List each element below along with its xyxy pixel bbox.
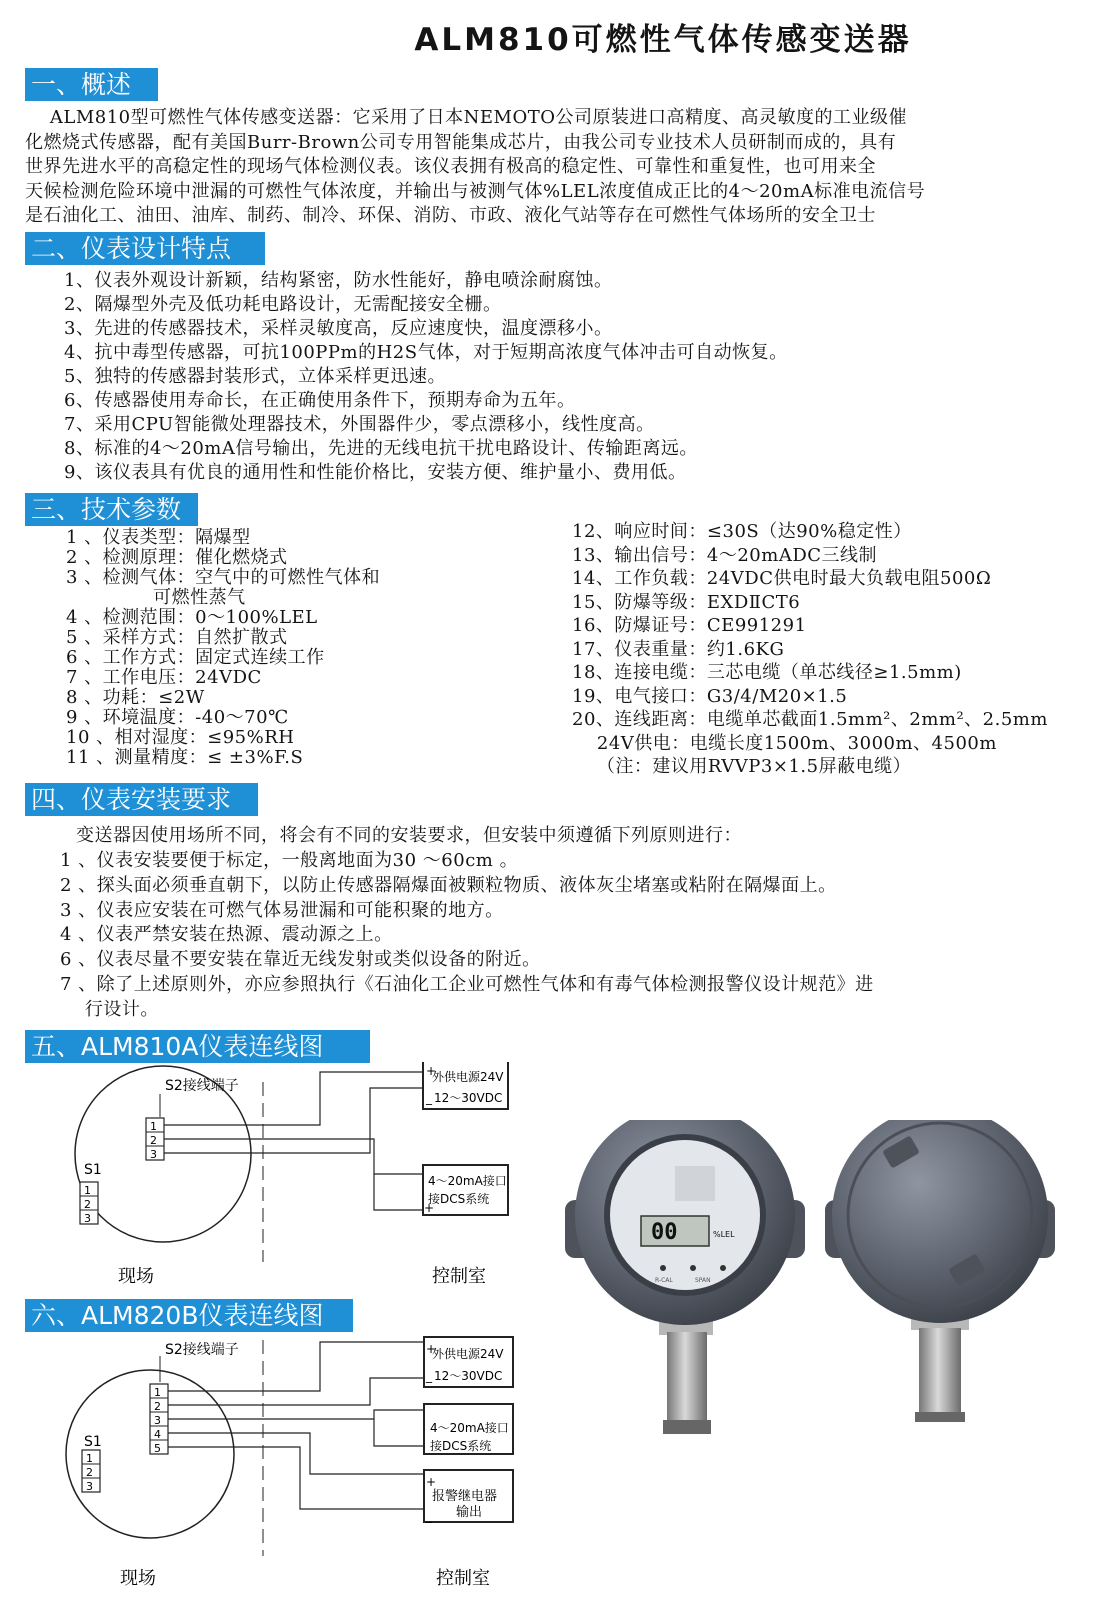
spec-item: 20、连线距离：电缆单芯截面1.5mm²、2mm²、2.5mm (572, 709, 1048, 730)
device-window (607, 1137, 763, 1293)
terminal-label: S2接线端子 (165, 1078, 239, 1094)
svg-text:+: + (426, 1475, 437, 1489)
s1-label: S1 (84, 1434, 102, 1450)
pin-label: 1 (154, 1386, 161, 1399)
signal-label: 接DCS系统 (428, 1192, 490, 1206)
feature-item: 7、采用CPU智能微处理器技术，外围器件少，零点漂移小，线性度高。 (64, 414, 655, 435)
field-label: 现场 (118, 1266, 154, 1287)
spec-item: 9 、环境温度：-40～70℃ (66, 707, 289, 728)
device-back-cover (832, 1120, 1048, 1323)
spec-item: 16、防爆证号：CE991291 (572, 615, 807, 636)
feature-item: 1、仪表外观设计新颖，结构紧密，防水性能好，静电喷涂耐腐蚀。 (64, 270, 613, 291)
pin-label: 3 (150, 1148, 157, 1161)
install-item: 7 、除了上述原则外，亦应参照执行《石油化工企业可燃性气体和有毒气体检测报警仪设计规范》进 (60, 973, 874, 995)
relay-label: 报警继电器 (432, 1489, 498, 1504)
spec-item: （注：建议用RVVP3×1.5屏蔽电缆） (572, 756, 912, 777)
pin-label: 3 (86, 1480, 93, 1493)
overview-text (25, 106, 1105, 229)
pin-label: 2 (154, 1400, 161, 1413)
install-list (60, 849, 1105, 1023)
spec-item: 10 、相对湿度：≤95%RH (66, 727, 295, 748)
feature-item: 3、先进的传感器技术，采样灵敏度高，反应速度快，温度漂移小。 (64, 318, 613, 339)
signal-label: 4～20mA接口 (430, 1421, 509, 1435)
button-label: SPAN (695, 1277, 711, 1284)
spec-item: 7 、工作电压：24VDC (66, 667, 262, 688)
section-header-overview: 一、概述 (25, 68, 158, 101)
install-item: 6 、仪表尽量不要安装在靠近无线发射或类似设备的附近。 (60, 949, 541, 971)
signal-label: 接DCS系统 (430, 1439, 492, 1453)
feature-item: 9、该仪表具有优良的通用性和性能价格比，安装方便、维护量小、费用低。 (64, 462, 687, 483)
spec-item: 4 、检测范围：0～100%LEL (66, 607, 318, 628)
svg-text:+: + (426, 1342, 437, 1356)
feature-item: 4、抗中毒型传感器，可抗100PPm的H2S气体，对于短期高浓度气体冲击可自动恢复。 (64, 342, 788, 363)
overview-line: ALM810型可燃性气体传感变送器：它采用了日本NEMOTO公司原装进口高精度、高灵敏度的工业级催 (25, 107, 907, 128)
feature-item: 5、独特的传感器封装形式，立体采样更迅速。 (64, 366, 446, 387)
pin-label: 2 (86, 1466, 93, 1479)
spec-item: 19、电气接口：G3/4/M20×1.5 (572, 685, 848, 707)
power-label: 外供电源24V (432, 1347, 504, 1361)
install-item: 4 、仪表严禁安装在热源、震动源之上。 (60, 924, 393, 946)
feature-item: 6、传感器使用寿命长，在正确使用条件下，预期寿命为五年。 (64, 390, 576, 411)
specs-left (66, 528, 536, 768)
sensor-probe (919, 1328, 961, 1418)
pin-label: 3 (154, 1414, 161, 1427)
section-header-diagram-b: 六、ALM820B仪表连线图 (25, 1299, 353, 1332)
svg-text:+: + (426, 1064, 437, 1078)
install-intro: 变送器因使用场所不同，将会有不同的安装要求，但安装中须遵循下列原则进行： (76, 825, 742, 846)
section-header-diagram-a: 五、ALM810A仪表连线图 (25, 1030, 370, 1063)
overview-line: 天候检测危险环境中泄漏的可燃性气体浓度，并输出与被测气体%LEL浓度值成正比的4～20mA标准电流信号 (25, 180, 926, 202)
feature-item: 2、隔爆型外壳及低功耗电路设计，无需配接安全栅。 (64, 294, 502, 315)
overview-line: 是石油化工、油田、油库、制药、制冷、环保、消防、市政、液化气站等存在可燃性气体场所的安全卫士 (25, 205, 876, 227)
page-title: ALM810可燃性气体传感变送器 (414, 22, 912, 58)
section-header-install: 四、仪表安装要求 (25, 783, 258, 816)
power-range: 12～30VDC (434, 1369, 503, 1383)
install-item: 3 、仪表应安装在可燃气体易泄漏和可能积聚的地方。 (60, 899, 504, 921)
spec-item: 8 、功耗：≤2W (66, 687, 205, 708)
pin-label: 2 (150, 1134, 157, 1147)
specs-right (572, 520, 1102, 779)
pin-label: 1 (150, 1120, 157, 1133)
control-room-label: 控制室 (436, 1568, 490, 1589)
overview-line: 世界先进水平的高稳定性的现场气体检测仪表。该仪表拥有极高的稳定性、可靠性和重复性，也可用来全 (25, 156, 876, 178)
lcd-unit: %LEL (713, 1230, 735, 1239)
signal-label: 4～20mA接口 (428, 1174, 507, 1188)
spec-item: 2 、检测原理：催化燃烧式 (66, 547, 288, 568)
spec-item: 24V供电：电缆长度1500m、3000m、4500m (572, 732, 997, 754)
feature-item: 8、标准的4～20mA信号输出，先进的无线电抗干扰电路设计、传输距离远。 (64, 438, 698, 459)
pin-label: 4 (154, 1428, 161, 1441)
spec-item: 18、连接电缆：三芯电缆（单芯线径≥1.5mm) (572, 662, 962, 683)
spec-item: 6 、工作方式：固定式连续工作 (66, 647, 325, 668)
device-photo (555, 1120, 1075, 1460)
svg-text:+: + (424, 1201, 435, 1215)
terminal-label: S2接线端子 (165, 1342, 239, 1358)
spec-item: 可燃性蒸气 (66, 587, 246, 608)
pin-label: 5 (154, 1442, 161, 1455)
pin-label: 3 (84, 1212, 91, 1225)
spec-item: 3 、检测气体：空气中的可燃性气体和 (66, 567, 381, 588)
svg-text:_: _ (426, 1509, 432, 1523)
section-header-specs: 三、技术参数 (25, 493, 198, 526)
spec-item: 15、防爆等级：EXDⅡCT6 (572, 591, 801, 613)
install-item: 行设计。 (60, 998, 159, 1020)
section-header-features: 二、仪表设计特点 (25, 232, 265, 265)
svg-text:_: _ (426, 1091, 432, 1105)
control-room-label: 控制室 (432, 1266, 486, 1287)
spec-item: 5 、采样方式：自然扩散式 (66, 627, 288, 648)
relay-label: 输出 (456, 1505, 483, 1520)
spec-item: 13、输出信号：4～20mADC三线制 (572, 544, 878, 566)
wiring-diagram-b (0, 1334, 560, 1598)
install-item: 1 、仪表安装要便于标定，一般离地面为30 ～60cm 。 (60, 850, 519, 871)
spec-item: 1 、仪表类型：隔爆型 (66, 527, 251, 548)
overview-line: 化燃烧式传感器，配有美国Burr-Brown公司专用智能集成芯片，由我公司专业技术人员研制而成的，具有 (25, 131, 897, 153)
install-item: 2 、探头面必须垂直朝下，以防止传感器隔爆面被颗粒物质、液体灰尘堵塞或粘附在隔爆面上。 (60, 874, 837, 896)
s1-label: S1 (84, 1162, 102, 1178)
features-list (64, 269, 1104, 485)
spec-item: 17、仪表重量：约1.6KG (572, 638, 785, 660)
power-range: 12～30VDC (434, 1091, 503, 1105)
spec-item: 11 、测量精度：≤ ±3%F.S (66, 747, 304, 768)
field-label: 现场 (120, 1568, 156, 1589)
lcd-reading: 00 (651, 1220, 678, 1245)
wiring-diagram-a (0, 1062, 560, 1290)
button-label: R-CAL (655, 1277, 673, 1284)
power-label: 外供电源24V (432, 1070, 504, 1084)
pin-label: 1 (84, 1184, 91, 1197)
pin-label: 2 (84, 1198, 91, 1211)
pin-label: 1 (86, 1452, 93, 1465)
spec-item: 14、工作负载：24VDC供电时最大负载电阻500Ω (572, 568, 992, 589)
svg-text:_: _ (426, 1369, 432, 1383)
spec-item: 12、响应时间：≤30S（达90%稳定性） (572, 521, 912, 542)
sensor-probe (667, 1332, 707, 1427)
